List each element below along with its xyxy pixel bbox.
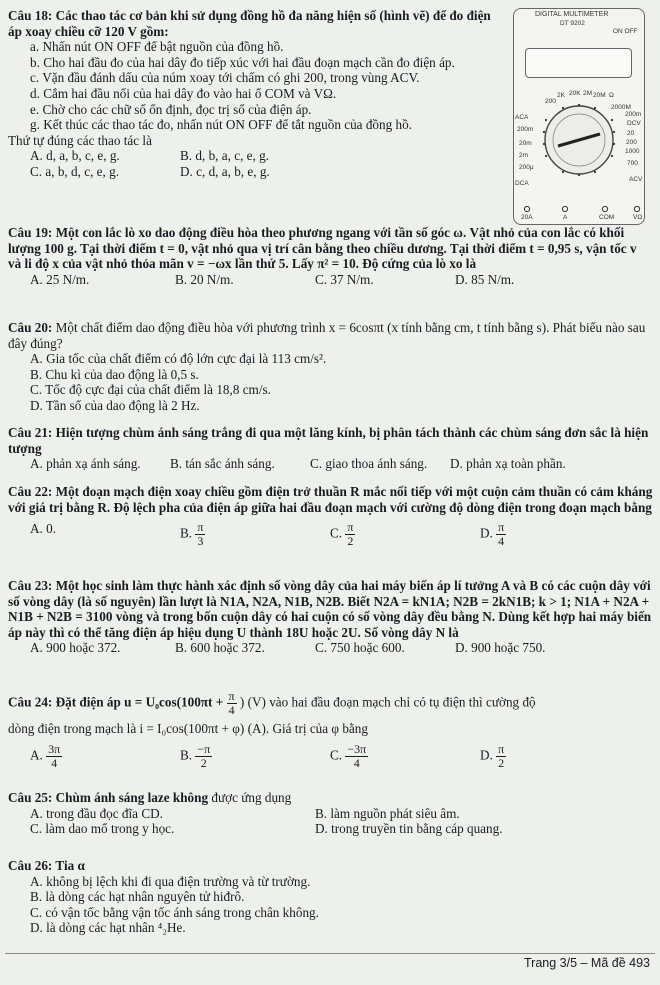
dial-label: 200m xyxy=(625,111,642,118)
options-row xyxy=(8,640,630,656)
question-22 xyxy=(8,484,653,548)
option-a: A. 0. xyxy=(30,521,57,537)
options-row xyxy=(8,743,630,770)
page-footer xyxy=(0,948,660,985)
option-c: C. làm dao mổ trong y học. xyxy=(30,821,175,837)
dial-label: 700 xyxy=(627,160,638,167)
dial-label: 200 xyxy=(626,139,637,146)
port-label: COM xyxy=(599,214,615,221)
dial-label: ACA xyxy=(515,114,529,121)
question-stem: Câu 19: Một con lắc lò xo dao động điều hòa theo phương ngang với tần số góc ω. Vật nhỏ của con lắc có khối lượng 100 g. Tại thời điểm t = 0, vật nhỏ qua vị trí cân bằng theo chiều dương. Tại thời điểm t = 0,95 s, vận tốc v và li độ x của vật nhỏ thỏa mãn v = −ωx lần thứ 5. Lấy π² = 10. Độ cứng của lò xo là xyxy=(8,225,637,272)
option-b: B. 600 hoặc 372. xyxy=(175,640,265,656)
option-d: D. phản xạ toàn phần. xyxy=(450,456,566,472)
question-stem: Câu 25: Chùm ánh sáng laze không được ứng dụng xyxy=(8,790,292,805)
option-c: C. Tốc độ cực đại của chất điểm là 18,8 cm/s. xyxy=(30,382,271,398)
port-label: VΩ xyxy=(633,214,643,221)
fraction: $\frac{\pi}{3}$ xyxy=(197,520,204,549)
question-stem: Một chất điểm dao động điều hòa với phương trình x = 6cosπt (x tính bằng cm, t tính bằng s). Phát biểu nào sau đây đúng? xyxy=(8,320,646,351)
question-stem: Câu 26: Tia α xyxy=(8,858,85,873)
question-stem: Câu 23: Một học sinh làm thực hành xác định số vòng dây của hai máy biến áp lí tưởng A và B có các cuộn dây với số vòng dây (là số nguyên) lần lượt là N1A, N2A, N1B, N2B. Biết N2A = kN1A; N2B = 2kN1B; k > 1; N1A + N2A + N1B + N2B = 3100 vòng và trong bốn cuộn dây có hai cuộn có số vòng dây đều bằng N. Dùng kết hợp hai máy biến áp này thì có thể tăng điện áp hiệu dụng U thành 18U hoặc 2U. Số vòng dây N là xyxy=(8,578,652,640)
options-row xyxy=(8,148,330,164)
option-b: B. làm nguồn phát siêu âm. xyxy=(315,805,460,821)
option-b: B. $\frac{-\pi}{2}$ xyxy=(180,741,211,770)
option-a: A. d, a, b, c, e, g. xyxy=(30,148,120,164)
rotary-dial-icon xyxy=(513,80,645,195)
option-d: D. $\frac{\pi}{2}$ xyxy=(480,741,505,770)
option-c: C. 37 N/m. xyxy=(315,271,374,287)
question-19 xyxy=(8,225,653,287)
option-c: C. a, b, d, c, e, g. xyxy=(30,163,119,179)
question-stem: Câu 24: Đặt điện áp u = U₀cos(100πt + $\frac{\pi}{4}$ ) (V) vào hai đầu đoạn mạch chỉ có tụ điện thì cường độ xyxy=(8,689,536,717)
option-d: D. là dòng các hạt nhân ⁴₂He. xyxy=(30,920,186,936)
option-a: A. $\frac{3\pi}{4}$ xyxy=(30,741,61,770)
option-d: D. 85 N/m. xyxy=(455,271,515,287)
step-item: d. Cắm hai đầu nối của hai dây đo vào hai ổ COM và VΩ. xyxy=(30,85,337,101)
question-25 xyxy=(8,790,653,837)
step-item: e. Chờ cho các chữ số ổn định, đọc trị số của điện áp. xyxy=(30,101,312,117)
dial-label: 20 xyxy=(627,130,635,137)
option-a: A. không bị lệch khi đi qua điện trường và từ trường. xyxy=(30,873,311,889)
dial-label: 1000 xyxy=(625,148,640,155)
dial-label: 200 xyxy=(545,98,556,105)
fraction: $\frac{\pi}{4}$ xyxy=(228,689,235,717)
option-a: A. Gia tốc của chất điểm có độ lớn cực đại là 113 cm/s². xyxy=(30,351,327,367)
multimeter-figure xyxy=(505,8,652,228)
step-item: b. Cho hai đầu đo của hai dây đo tiếp xúc với hai đầu đoạn mạch cần đo điện áp. xyxy=(30,54,455,70)
option-d: D. $\frac{\pi}{4}$ xyxy=(480,520,505,549)
option-b: B. tán sắc ánh sáng. xyxy=(170,456,275,472)
page-number: Trang 3/5 – Mã đề 493 xyxy=(523,956,650,970)
dial-label: 20M xyxy=(593,92,606,99)
multimeter-model: DT 9202 xyxy=(560,20,585,27)
option-c: C. giao thoa ánh sáng. xyxy=(310,456,428,472)
question-prompt: Thứ tự đúng các thao tác là xyxy=(8,132,152,148)
option-a: A. 900 hoặc 372. xyxy=(30,640,121,656)
options-row xyxy=(8,456,630,472)
option-b: B. Chu kì của dao động là 0,5 s. xyxy=(30,366,199,382)
dial-label: 2M xyxy=(583,90,593,97)
step-item: g. Kết thúc các thao tác đo, nhấn nút ON OFF để tắt nguồn của đồng hồ. xyxy=(30,117,412,133)
question-18 xyxy=(8,8,503,180)
option-a: A. trong đầu đọc đĩa CD. xyxy=(30,805,163,821)
fraction: $\frac{3\pi}{4}$ xyxy=(48,741,61,770)
port-jacks xyxy=(519,204,649,214)
footer-divider xyxy=(5,953,655,954)
fraction: $\frac{\pi}{2}$ xyxy=(498,741,505,770)
fraction: $\frac{-\pi}{2}$ xyxy=(197,741,211,770)
step-item: a. Nhấn nút ON OFF để bật nguồn của đồng hồ. xyxy=(30,39,284,55)
question-26 xyxy=(8,858,653,936)
option-b: B. $\frac{\pi}{3}$ xyxy=(180,520,204,549)
question-stem: Câu 18: Các thao tác cơ bản khi sử dụng đồng hồ đa năng hiện số (hình vẽ) để đo điện áp xoay chiều cỡ 120 V gồm: xyxy=(8,8,491,39)
port-label: A xyxy=(563,214,568,221)
dial-label: 20m xyxy=(519,140,532,147)
option-c: C. 750 hoặc 600. xyxy=(315,640,405,656)
option-c: C. $\frac{\pi}{2}$ xyxy=(330,520,354,549)
dial-label: Ω xyxy=(609,92,614,99)
display-screen xyxy=(525,48,632,78)
option-b: B. là dòng các hạt nhân nguyên tử hiđrô. xyxy=(30,889,245,905)
option-c: C. $\frac{-3\pi}{4}$ xyxy=(330,741,367,770)
option-b: B. 20 N/m. xyxy=(175,271,234,287)
dial-label: 20K xyxy=(569,90,581,97)
option-a: A. 25 N/m. xyxy=(30,271,90,287)
dial-label: 2000M xyxy=(611,104,631,111)
dial-label: ACV xyxy=(629,176,643,183)
dial-label: 2K xyxy=(557,92,565,99)
fraction: $\frac{\pi}{2}$ xyxy=(347,520,354,549)
dial-label: 200m xyxy=(517,126,534,133)
option-b: B. d, b, a, c, e, g. xyxy=(180,148,269,164)
options-row xyxy=(8,272,630,288)
multimeter-title: DIGITAL MULTIMETER xyxy=(535,11,609,18)
question-stem-cont: dòng điện trong mạch là i = I₀cos(100πt + φ) (A). Giá trị của φ bằng xyxy=(8,721,368,736)
option-d: D. Tần số của dao động là 2 Hz. xyxy=(30,397,200,413)
question-20 xyxy=(8,320,653,414)
question-24 xyxy=(8,690,653,770)
question-21 xyxy=(8,425,653,472)
dial-label: DCA xyxy=(515,180,529,187)
question-stem: Câu 21: Hiện tượng chùm ánh sáng trắng đi qua một lăng kính, bị phân tách thành các chùm sáng đơn sắc là hiện tượng xyxy=(8,425,649,456)
step-item: c. Vặn đầu đánh dấu của núm xoay tới chấm có ghi 200, trong vùng ACV. xyxy=(30,70,420,86)
option-c: C. có vận tốc bằng vận tốc ánh sáng trong chân không. xyxy=(30,904,319,920)
option-d: D. 900 hoặc 750. xyxy=(455,640,546,656)
options-row xyxy=(8,821,630,837)
question-number: Câu 20: xyxy=(8,320,53,335)
on-off-label: ON OFF xyxy=(613,28,638,35)
question-stem: Câu 22: Một đoạn mạch điện xoay chiều gồm điện trở thuần R mắc nối tiếp với một cuộn cảm thuần có cảm kháng với giá trị bằng R. Độ lệch pha của điện áp giữa hai đầu đoạn mạch với cường độ dòng điện trong đoạn mạch bằng xyxy=(8,484,653,515)
port-label: 20A xyxy=(521,214,533,221)
option-d: D. trong truyền tin bằng cáp quang. xyxy=(315,821,503,837)
fraction: $\frac{\pi}{4}$ xyxy=(498,520,505,549)
question-23 xyxy=(8,578,653,656)
option-d: D. c, d, a, b, e, g. xyxy=(180,163,270,179)
option-a: A. phản xạ ánh sáng. xyxy=(30,456,141,472)
fraction: $\frac{-3\pi}{4}$ xyxy=(347,741,367,770)
options-row xyxy=(8,164,330,180)
dial-label: 2m xyxy=(519,152,529,159)
options-row xyxy=(8,521,630,548)
options-row xyxy=(8,806,630,822)
dial-label: 200μ xyxy=(519,164,534,171)
dial-label: DCV xyxy=(627,120,641,127)
